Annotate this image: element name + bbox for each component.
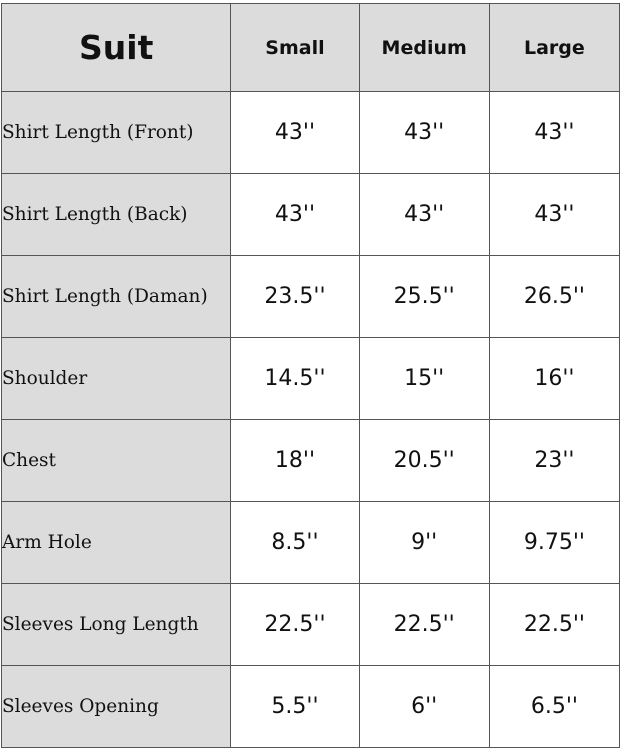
measurement-value-small: 8.5'': [231, 502, 359, 584]
measurement-value-large: 26.5'': [489, 256, 619, 338]
measurement-value-large: 43'': [489, 92, 619, 174]
measurement-label: Shoulder: [2, 338, 231, 420]
measurement-value-small: 5.5'': [231, 666, 359, 748]
measurement-label: Sleeves Long Length: [2, 584, 231, 666]
measurement-value-medium: 22.5'': [359, 584, 489, 666]
measurement-value-small: 43'': [231, 92, 359, 174]
measurement-label: Chest: [2, 420, 231, 502]
measurement-value-small: 43'': [231, 174, 359, 256]
table-row: [2, 338, 620, 420]
measurement-label: Shirt Length (Back): [2, 174, 231, 256]
measurement-value-small: 23.5'': [231, 256, 359, 338]
table-row: [2, 420, 620, 502]
table-body: [2, 92, 620, 748]
measurement-label: Sleeves Opening: [2, 666, 231, 748]
table-row: [2, 92, 620, 174]
measurement-value-medium: 25.5'': [359, 256, 489, 338]
measurement-value-small: 18'': [231, 420, 359, 502]
measurement-label: Arm Hole: [2, 502, 231, 584]
measurement-value-medium: 9'': [359, 502, 489, 584]
table-row: [2, 666, 620, 748]
measurement-label: Shirt Length (Daman): [2, 256, 231, 338]
measurement-value-small: 14.5'': [231, 338, 359, 420]
table-row: [2, 502, 620, 584]
size-header-small: Small: [231, 4, 359, 92]
measurement-value-large: 23'': [489, 420, 619, 502]
measurement-value-large: 16'': [489, 338, 619, 420]
header-row: [2, 4, 620, 92]
measurement-value-medium: 15'': [359, 338, 489, 420]
measurement-value-medium: 43'': [359, 92, 489, 174]
table-title: Suit: [2, 4, 231, 92]
table-row: [2, 584, 620, 666]
measurement-value-medium: 43'': [359, 174, 489, 256]
measurement-value-medium: 20.5'': [359, 420, 489, 502]
measurement-value-large: 43'': [489, 174, 619, 256]
size-chart-table: [1, 3, 620, 748]
measurement-value-medium: 6'': [359, 666, 489, 748]
size-header-large: Large: [489, 4, 619, 92]
measurement-value-large: 22.5'': [489, 584, 619, 666]
table-row: [2, 256, 620, 338]
measurement-label: Shirt Length (Front): [2, 92, 231, 174]
measurement-value-large: 6.5'': [489, 666, 619, 748]
size-header-medium: Medium: [359, 4, 489, 92]
table-row: [2, 174, 620, 256]
measurement-value-large: 9.75'': [489, 502, 619, 584]
measurement-value-small: 22.5'': [231, 584, 359, 666]
